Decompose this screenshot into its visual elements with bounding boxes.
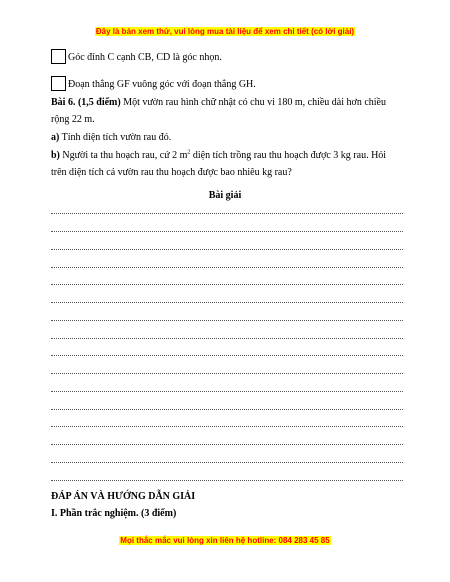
part-b-superscript: 2 — [187, 149, 191, 156]
part-a-text: Tính diện tích vườn rau đó. — [59, 132, 172, 143]
answer-line[interactable] — [51, 320, 403, 321]
problem-label: Bài 6. (1,5 điểm) — [51, 97, 121, 108]
answer-line[interactable] — [51, 480, 403, 481]
answer-heading: ĐÁP ÁN VÀ HƯỚNG DẪN GIẢI — [51, 491, 196, 502]
answer-line[interactable] — [51, 373, 403, 374]
option-text-1: Góc đỉnh C cạnh CB, CD là góc nhọn. — [68, 52, 222, 63]
answer-line[interactable] — [51, 391, 403, 392]
option-row-2[interactable] — [51, 73, 256, 91]
part-b-text-1: Người ta thu hoạch rau, cứ 2 m — [59, 150, 188, 161]
part-a-label: a) — [51, 132, 60, 143]
part-b-label: b) — [51, 150, 60, 161]
answer-line[interactable] — [51, 213, 403, 214]
answer-line[interactable] — [51, 302, 403, 303]
answer-line[interactable] — [51, 409, 403, 410]
preview-notice-banner — [0, 27, 450, 37]
answer-line[interactable] — [51, 462, 403, 463]
answer-line[interactable] — [51, 338, 403, 339]
part-b-line-2: trên diện tích cả vườn rau thu hoạch được bao nhiêu kg rau? — [51, 167, 292, 178]
problem-6 — [51, 97, 408, 179]
checkbox-1[interactable] — [51, 49, 66, 64]
problem-text-1: Một vườn rau hình chữ nhật có chu vi 180 m, chiều dài hơn chiều — [120, 97, 386, 108]
section-heading: I. Phần trắc nghiệm. (3 điểm) — [51, 508, 177, 519]
answer-line[interactable] — [51, 444, 403, 445]
answer-line[interactable] — [51, 426, 403, 427]
solution-title: Bài giải — [208, 190, 242, 201]
answer-line[interactable] — [51, 355, 403, 356]
part-b-text-2: diện tích trồng rau thu hoạch được 3 kg rau. Hỏi — [190, 150, 387, 161]
answer-line[interactable] — [51, 267, 403, 268]
option-text-2: Đoạn thẳng GF vuông góc với đoạn thẳng GH. — [68, 79, 256, 90]
answer-line[interactable] — [51, 284, 403, 285]
hotline-text: Mọi thắc mắc vui lòng xin liên hệ hotline: 084 283 45 85 — [120, 536, 330, 545]
preview-notice-text: Đây là bản xem thử, vui lòng mua tài liệu để xem chi tiết (có lời giải) — [95, 27, 355, 36]
problem-text-2: rộng 22 m. — [51, 114, 95, 125]
answer-line[interactable] — [51, 231, 403, 232]
hotline-banner — [0, 536, 450, 546]
option-row-1[interactable] — [51, 46, 222, 64]
answer-line[interactable] — [51, 249, 403, 250]
checkbox-2[interactable] — [51, 76, 66, 91]
